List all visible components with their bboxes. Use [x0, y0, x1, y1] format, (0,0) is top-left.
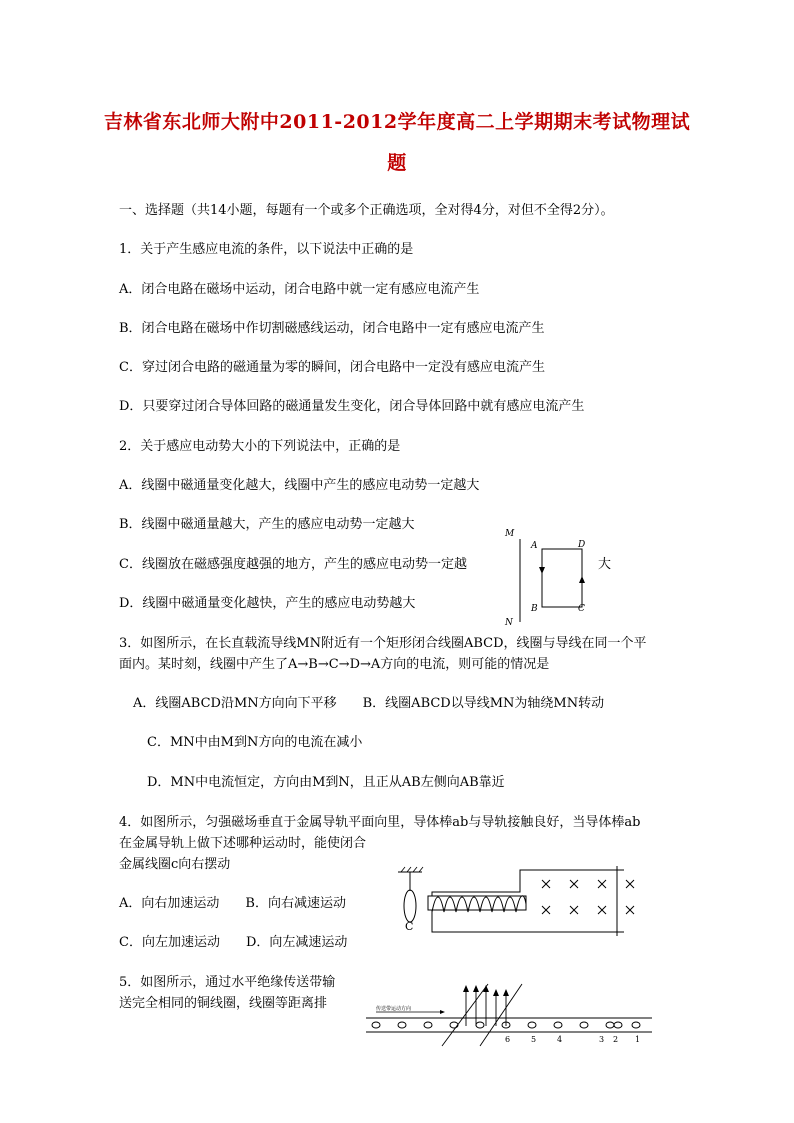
label-b: B: [531, 604, 538, 614]
q1-option-a: A．闭合电路在磁场中运动，闭合电路中就一定有感应电流产生: [119, 282, 480, 297]
label-ring-c: C: [405, 920, 414, 933]
coil-number-4: 4: [557, 1035, 563, 1044]
q4-stem-line3: 金属线圈c向右摆动: [119, 857, 231, 872]
coil-number-3: 3: [599, 1035, 605, 1044]
q2-stem: 2．关于感应电动势大小的下列说法中，正确的是: [119, 439, 401, 454]
q3-option-ab: A．线圈ABCD沿MN方向向下平移 B．线圈ABCD以导线MN为轴绕MN转动: [133, 696, 605, 711]
arrow-up-right: [579, 576, 585, 583]
label-c: C: [578, 604, 585, 614]
coil-number-1: 1: [635, 1035, 641, 1044]
label-a: A: [531, 541, 538, 551]
ring-c: [404, 890, 416, 922]
q3-figure: [500, 525, 600, 630]
lower-wire: [432, 910, 624, 932]
q2-option-d: D．线圈中磁通量变化越快，产生的感应电动势越大: [119, 596, 416, 611]
q3-stem-line1: 3．如图所示，在长直载流导线MN附近有一个矩形闭合线圈ABCD，线圈与导线在同一个平: [119, 636, 647, 651]
coil-number-2: 2: [613, 1035, 619, 1044]
q3-option-d: D．MN中电流恒定，方向由M到N，且正从AB左侧向AB靠近: [147, 775, 505, 790]
document-title-line1: 吉林省东北师大附中2011-2012学年度高二上学期期末考试物理试: [103, 111, 691, 133]
q4-stem-line2: 在金属导轨上做下述哪种运动时，能使闭合: [119, 836, 367, 851]
magnetic-field-marks: [542, 880, 634, 914]
label-d: D: [578, 540, 586, 550]
q5-stem-line1: 5．如图所示，通过水平绝缘传送带输: [119, 975, 336, 990]
q4-option-cd: C．向左加速运动 D．向左减速运动: [119, 935, 348, 950]
q1-option-b: B．闭合电路在磁场中作切割磁感线运动，闭合电路中一定有感应电流产生: [119, 321, 545, 336]
section-heading: 一、选择题（共14小题，每题有一个或多个正确选项，全对得4分，对但不全得2分）。: [119, 203, 614, 218]
q4-figure: [392, 864, 652, 944]
q1-stem: 1．关于产生感应电流的条件，以下说法中正确的是: [119, 242, 414, 257]
coil-number-6: 6: [505, 1035, 511, 1044]
arrow-down-left: [539, 567, 545, 574]
document-title-line2: 题: [387, 152, 407, 174]
q3-option-c: C．MN中由M到N方向的电流在减小: [147, 735, 363, 750]
coil-number-5: 5: [531, 1035, 537, 1044]
q4-option-ab: A．向右加速运动 B．向右减速运动: [119, 896, 346, 911]
belt-direction-label: 传送带运动方向: [376, 1006, 412, 1012]
q1-option-c: C．穿过闭合电路的磁通量为零的瞬间，闭合电路中一定没有感应电流产生: [119, 360, 545, 375]
q4-stem-line1: 4．如图所示，匀强磁场垂直于金属导轨平面向里，导体棒ab与导轨接触良好，当导体棒ab: [119, 815, 641, 830]
label-m: M: [505, 529, 515, 539]
q5-stem-line2: 送完全相同的铜线圈，线圈等距离排: [119, 996, 328, 1011]
q2-option-c: C．线圈放在磁感强度越强的地方，产生的感应电动势一定越: [119, 557, 467, 572]
q2-option-b: B．线圈中磁通量越大，产生的感应电动势一定越大: [119, 517, 415, 532]
q2-option-a: A．线圈中磁通量变化越大，线圈中产生的感应电动势一定越大: [119, 478, 480, 493]
label-n: N: [505, 618, 513, 628]
coil-abcd: [542, 549, 582, 607]
q2-option-c-tail: 大: [598, 557, 612, 572]
upper-wire: [432, 870, 624, 896]
q5-figure: [362, 980, 658, 1050]
q1-option-d: D．只要穿过闭合导体回路的磁通量发生变化，闭合导体回路中就有感应电流产生: [119, 399, 585, 414]
q3-stem-line2: 面内。某时刻，线圈中产生了A→B→C→D→A方向的电流，则可能的情况是: [119, 657, 550, 672]
